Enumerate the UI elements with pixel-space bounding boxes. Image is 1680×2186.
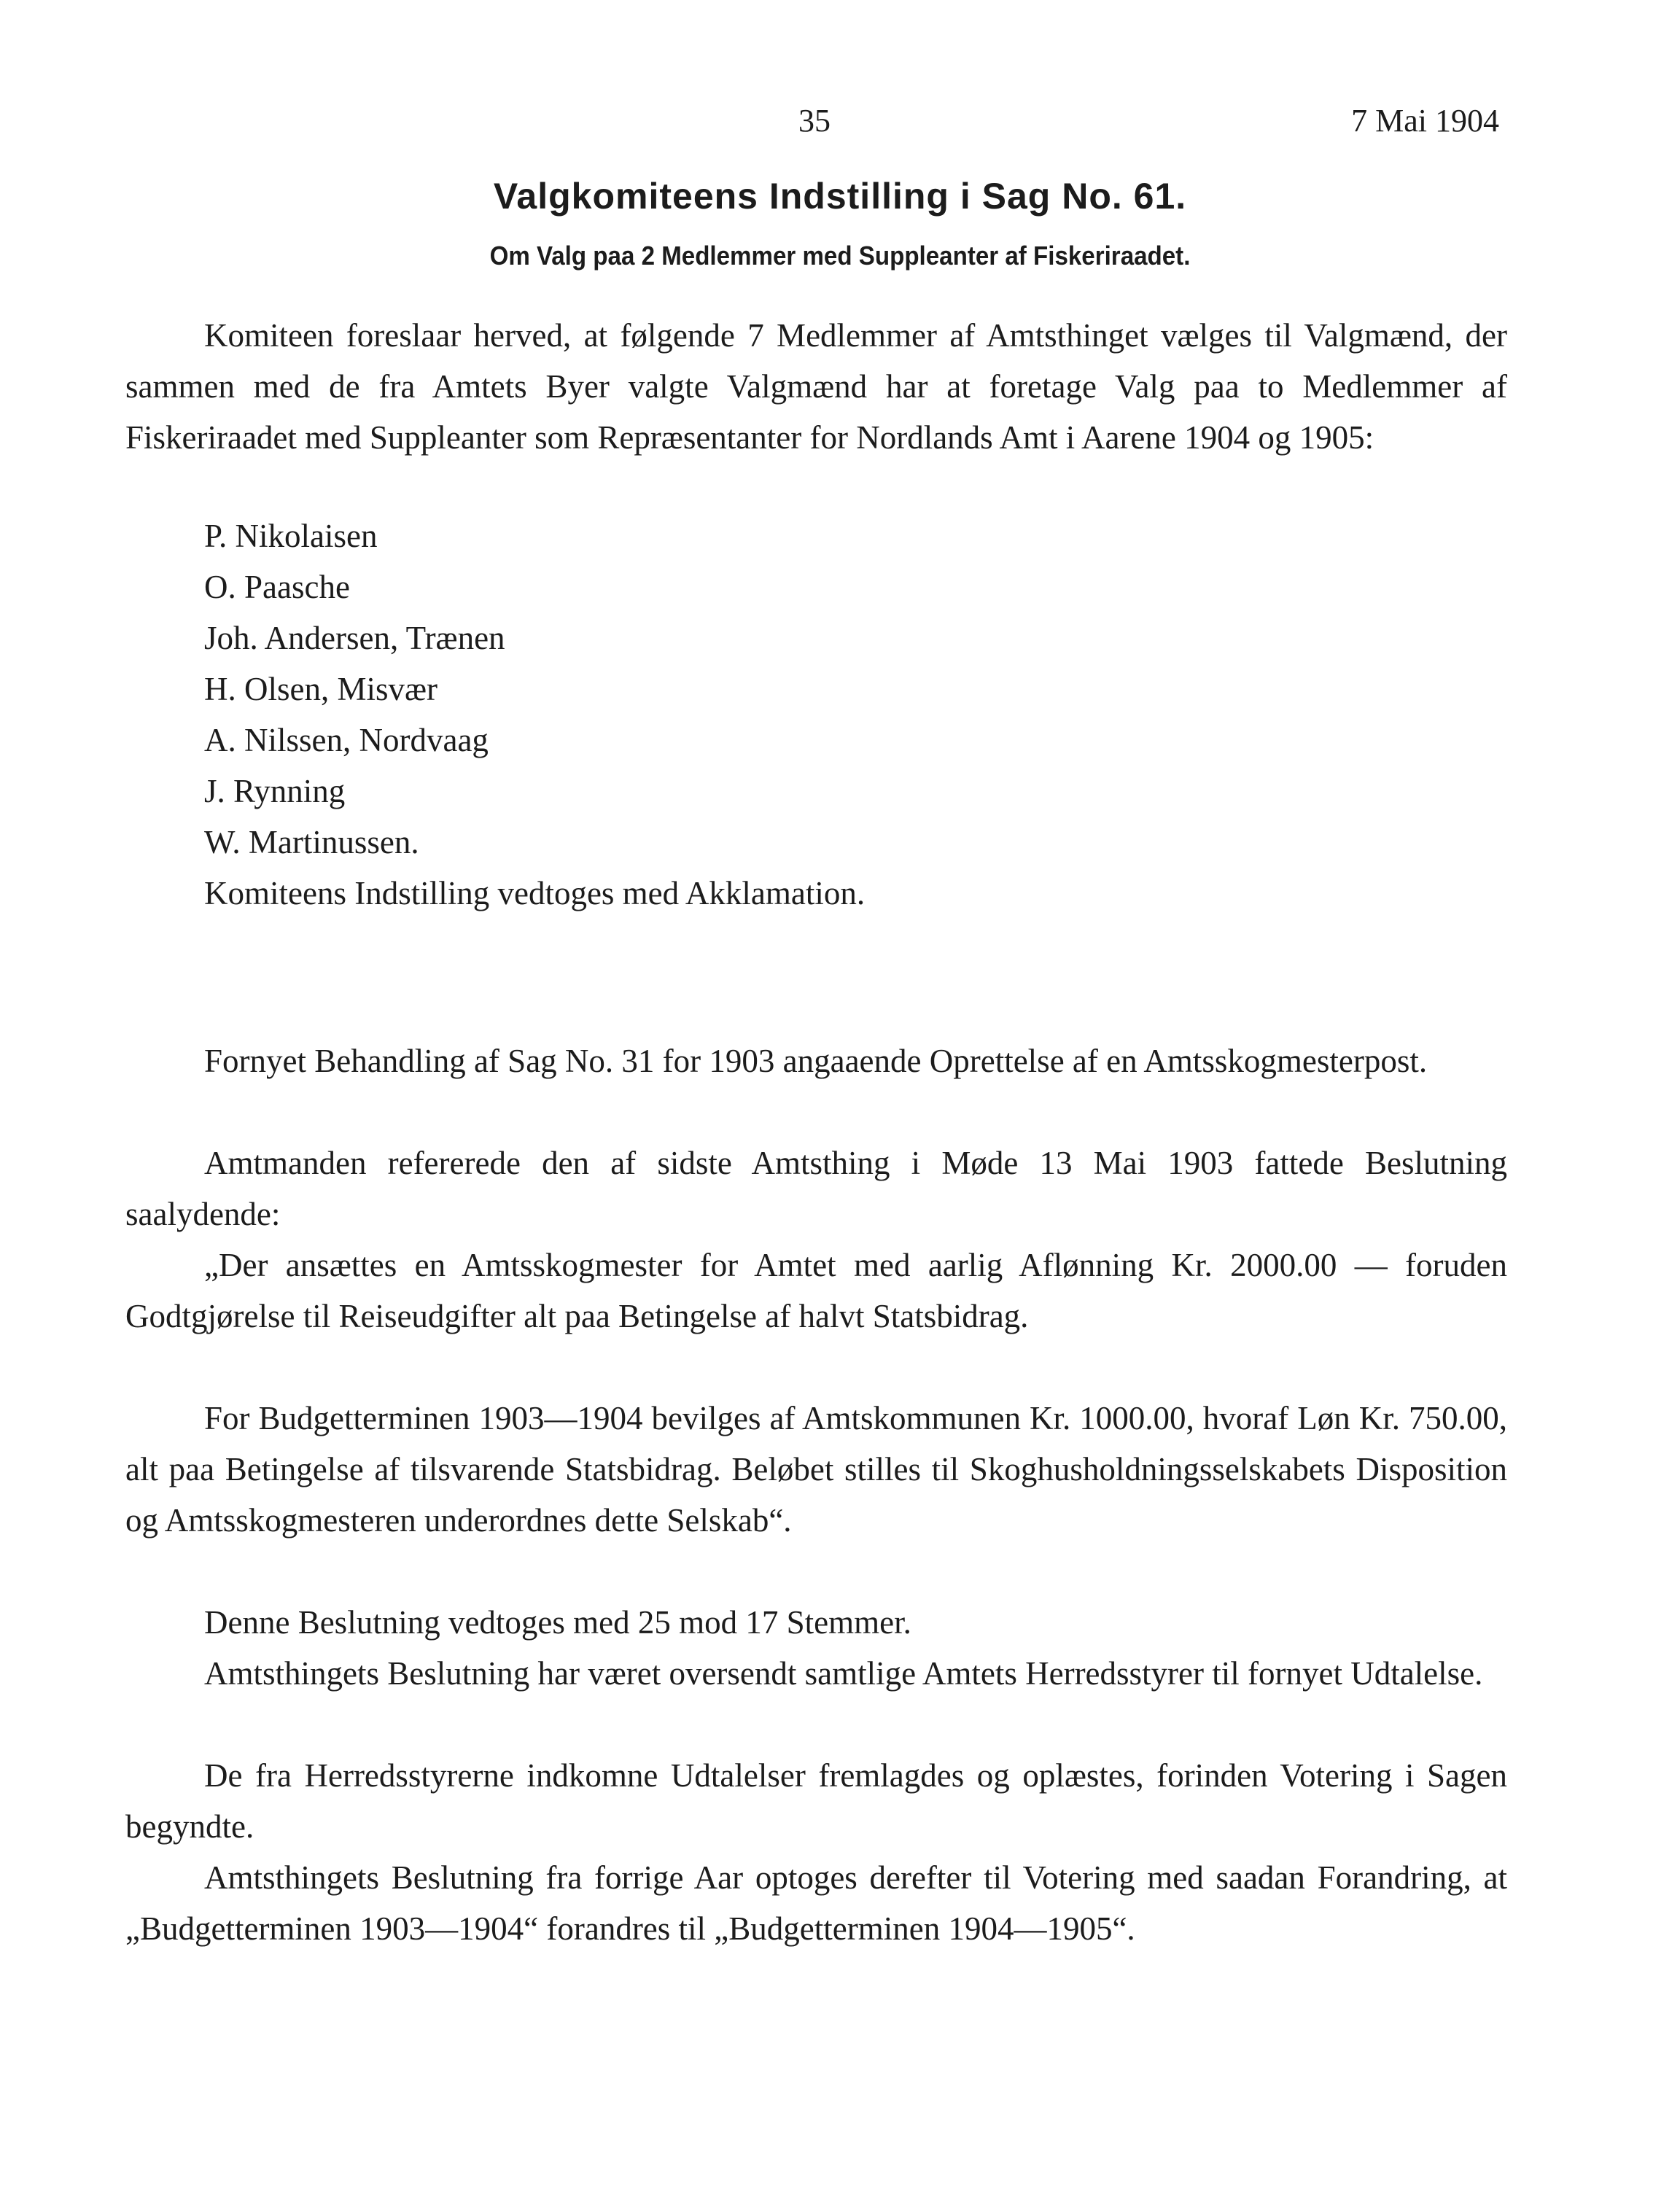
- section-subtitle: Om Valg paa 2 Medlemmer med Suppleanter af Fiskeriraadet.: [489, 241, 1191, 271]
- paragraph-budget: For Budgetterminen 1903—1904 bevilges af Amtskommunen Kr. 1000.00, hvoraf Løn Kr. 750.00, alt paa Betingelse af tilsvarende Statsbidrag. Beløbet stilles til Skoghusholdningsselskabets Disposition og Amtsskogmesteren underordnes dette Selskab“.: [125, 1400, 1507, 1539]
- paragraph-vote-result: Denne Beslutning vedtoges med 25 mod 17 Stemmer.: [204, 1604, 911, 1641]
- section-title: Valgkomiteens Indstilling i Sag No. 61.: [493, 176, 1187, 217]
- member-name: J. Rynning: [204, 773, 346, 809]
- resolution-acclamation: Komiteens Indstilling vedtoges med Akklamation.: [204, 875, 866, 911]
- paragraph-quote-resolution: „Der ansættes en Amtsskogmester for Amtet med aarlig Aflønning Kr. 2000.00 — foruden Godtgjørelse til Reiseudgifter alt paa Betingelse af halvt Statsbidrag.: [125, 1247, 1507, 1334]
- member-name: W. Martinussen.: [204, 824, 419, 860]
- paragraph-sent-to-councils: Amtsthingets Beslutning har været oversendt samtlige Amtets Herredsstyrer til fornyet Udtalelse.: [204, 1655, 1483, 1692]
- paragraph-amended-resolution: Amtsthingets Beslutning fra forrige Aar optoges derefter til Votering med saadan Forandring, at „Budgetterminen 1903—1904“ forandres til „Budgetterminen 1904—1905“.: [125, 1859, 1507, 1947]
- member-name: A. Nilssen, Nordvaag: [204, 722, 489, 758]
- member-name: P. Nikolaisen: [204, 518, 378, 554]
- member-name: H. Olsen, Misvær: [204, 671, 438, 707]
- page-date: 7 Mai 1904: [1351, 103, 1499, 139]
- member-name: O. Paasche: [204, 569, 350, 605]
- paragraph-statements: De fra Herredsstyrerne indkomne Udtalelser fremlagdes og oplæstes, forinden Votering i Sagen begyndte.: [125, 1757, 1507, 1845]
- section-2-heading: Fornyet Behandling af Sag No. 31 for 1903 angaaende Oprettelse af en Amtsskogmesterpost.: [204, 1043, 1428, 1079]
- paragraph-committee-proposal: Komiteen foreslaar herved, at følgende 7 Medlemmer af Amtsthinget vælges til Valgmænd, der sammen med de fra Amtets Byer valgte Valgmænd har at foretage Valg paa to Medlemmer af Fiskeriraadet med Suppleanter som Repræsentanter for Nordlands Amt i Aarene 1904 og 1905:: [125, 317, 1507, 456]
- paragraph-referat: Amtmanden refererede den af sidste Amtsthing i Møde 13 Mai 1903 fattede Beslutning saalydende:: [125, 1145, 1507, 1232]
- member-name: Joh. Andersen, Trænen: [204, 620, 505, 656]
- page-number: 35: [798, 103, 831, 139]
